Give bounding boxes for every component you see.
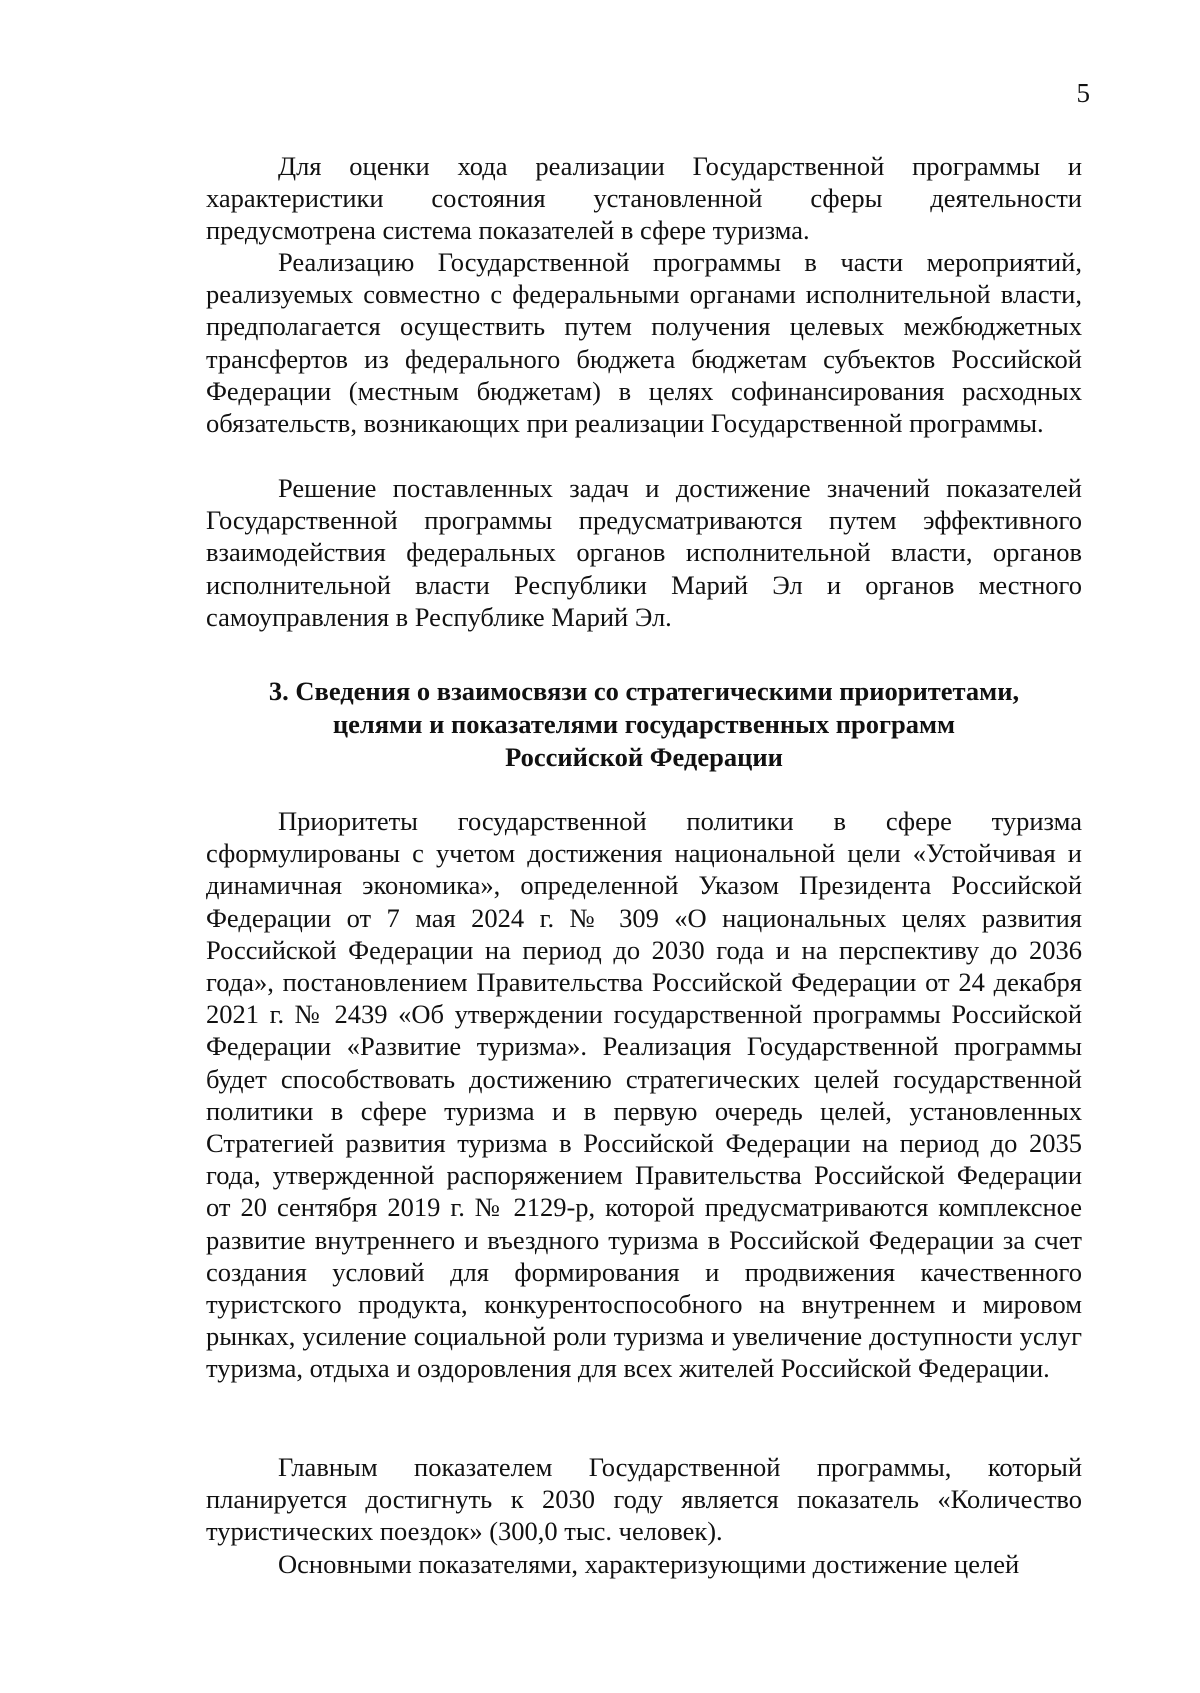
- page-number: 5: [1076, 78, 1090, 108]
- paragraph-task-solution: Решение поставленных задач и достижение значений показателей Государственной программы предусматриваются путем эффективного взаимодействия федеральных органов исполнительной власти, органов исполнительной власти Республики Марий Эл и органов местного самоуправления в Республике Марий Эл.: [206, 473, 1082, 632]
- section-heading-line-3: Российской Федерации: [505, 742, 783, 772]
- section-heading: [206, 675, 1082, 774]
- paragraph-main-indicator: Главным показателем Государственной программы, который планируется достигнуть к 2030 году является показатель «Количество туристических поездок» (300,0 тыс. человек).: [206, 1452, 1082, 1547]
- paragraph-policy-priorities: Приоритеты государственной политики в сфере туризма сформулированы с учетом достижения национальной цели «Устойчивая и динамичная экономика», определенной Указом Президента Российской Федерации от 7 мая 2024 г. № 309 «О национальных целях развития Российской Федерации на период до 2030 года и на перспективу до 2036 года», постановлением Правительства Российской Федерации от 24 декабря 2021 г. № 2439 «Об утверждении государственной программы Российской Федерации «Развитие туризма». Реализация Государственной программы будет способствовать достижению стратегических целей государственной политики в сфере туризма и в первую очередь целей, установленных Стратегией развития туризма в Российской Федерации на период до 2035 года, утвержденной распоряжением Правительства Российской Федерации от 20 сентября 2019 г. № 2129-р, которой предусматриваются комплексное развитие внутреннего и въездного туризма в Российской Федерации за счет создания условий для формирования и продвижения качественного туристского продукта, конкурентоспособного на внутреннем и мировом рынках, усиление социальной роли туризма и увеличение доступности услуг туризма, отдыха и оздоровления для всех жителей Российской Федерации.: [206, 806, 1082, 1384]
- paragraph-interbudget-transfers: Реализацию Государственной программы в части мероприятий, реализуемых совместно с федеральными органами исполнительной власти, предполагается осуществить путем получения целевых межбюджетных трансфертов из федерального бюджета бюджетам субъектов Российской Федерации (местным бюджетам) в целях софинансирования расходных обязательств, возникающих при реализации Государственной программы.: [206, 247, 1082, 439]
- paragraph-indicators-system: Для оценки хода реализации Государственной программы и характеристики состояния установленной сферы деятельности предусмотрена система показателей в сфере туризма.: [206, 151, 1082, 246]
- paragraph-main-indicators-start: Основными показателями, характеризующими достижение целей: [278, 1549, 1020, 1579]
- section-heading-line-2: целями и показателями государственных программ: [332, 709, 956, 739]
- section-heading-line-1: 3. Сведения о взаимосвязи со стратегическими приоритетами,: [268, 676, 1020, 706]
